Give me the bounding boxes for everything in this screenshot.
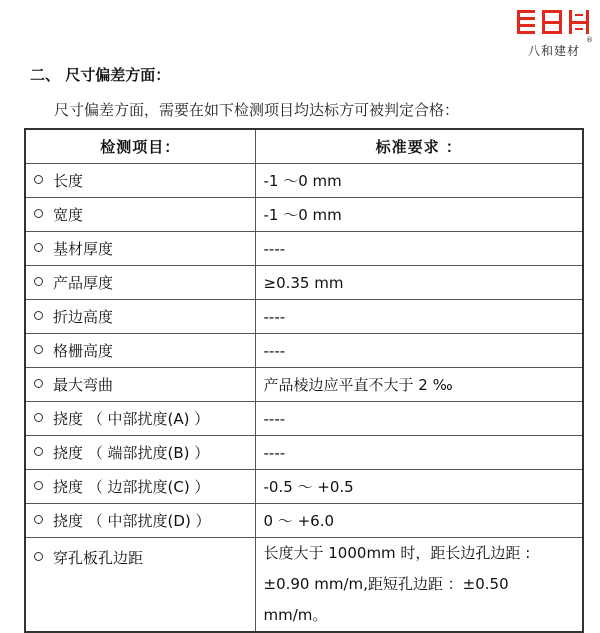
item-cell: [25, 266, 255, 300]
standard-cell: ----: [255, 402, 583, 436]
intro-text: 尺寸偏差方面，需要在如下检测项目均达标方可被判定合格：: [54, 101, 460, 119]
item-label: 穿孔板孔边距: [53, 549, 144, 567]
item-label: 产品厚度: [53, 274, 114, 292]
table-row: [25, 164, 583, 198]
table-row: [25, 266, 583, 300]
bullet-circle-icon: [34, 481, 43, 490]
bullet-circle-icon: [34, 209, 43, 218]
bullet-circle-icon: [34, 311, 43, 320]
item-label: 折边高度: [53, 308, 114, 326]
bullet-circle-icon: [34, 413, 43, 422]
registered-mark: ®: [586, 36, 593, 44]
standard-cell: ----: [255, 436, 583, 470]
standard-cell: ----: [255, 334, 583, 368]
standard-cell: -1 ～0 mm: [255, 164, 583, 198]
brand-logo-icon: [515, 8, 593, 38]
item-label: 长度: [53, 172, 84, 190]
item-cell: [25, 164, 255, 198]
table-row: [25, 402, 583, 436]
table-row: [25, 436, 583, 470]
table-row: [25, 198, 583, 232]
item-label: 宽度: [53, 206, 84, 224]
item-cell: [25, 504, 255, 538]
item-label: 挠度 （ 中部扰度(A) ）: [53, 410, 210, 428]
table-row: [25, 300, 583, 334]
item-label: 挠度 （ 边部扰度(C) ）: [53, 478, 210, 496]
table-row: [25, 538, 583, 633]
table-row: [25, 504, 583, 538]
item-label: 格栅高度: [53, 342, 114, 360]
table-row: [25, 470, 583, 504]
item-cell: [25, 470, 255, 504]
section-title: 二、 尺寸偏差方面：: [30, 66, 171, 84]
standard-cell: ≥0.35 mm: [255, 266, 583, 300]
bullet-circle-icon: [34, 552, 43, 561]
item-label: 基材厚度: [53, 240, 114, 258]
item-cell: [25, 436, 255, 470]
standard-cell: 长度大于 1000mm 时，距长边孔边距 :±0.90 mm/m,距短孔边距 ：±0.50 mm/m。: [255, 538, 583, 633]
item-label: 挠度 （ 端部扰度(B) ）: [53, 444, 210, 462]
table-row: [25, 232, 583, 266]
column-header-item: 检测项目：: [25, 129, 255, 164]
item-cell: [25, 334, 255, 368]
item-cell: [25, 198, 255, 232]
bullet-circle-icon: [34, 515, 43, 524]
column-header-standard: 标准要求 ：: [255, 129, 583, 164]
bullet-circle-icon: [34, 345, 43, 354]
standard-cell: 产品棱边应平直不大于 2 ‰: [255, 368, 583, 402]
item-label: 挠度 （ 中部扰度(D) ）: [53, 512, 211, 530]
item-cell: [25, 232, 255, 266]
bullet-circle-icon: [34, 447, 43, 456]
standard-cell: ----: [255, 300, 583, 334]
bullet-circle-icon: [34, 243, 43, 252]
bullet-circle-icon: [34, 175, 43, 184]
item-cell: [25, 402, 255, 436]
item-cell: [25, 538, 255, 633]
bullet-circle-icon: [34, 379, 43, 388]
spec-table: [24, 128, 584, 633]
standard-cell: -1 ～0 mm: [255, 198, 583, 232]
table-row: [25, 334, 583, 368]
item-cell: [25, 300, 255, 334]
table-header-row: [25, 129, 583, 164]
bullet-circle-icon: [34, 277, 43, 286]
standard-cell: -0.5 ～ +0.5: [255, 470, 583, 504]
brand-logo: [515, 8, 593, 60]
item-label: 最大弯曲: [53, 376, 114, 394]
standard-cell: ----: [255, 232, 583, 266]
standard-cell: 0 ～ +6.0: [255, 504, 583, 538]
brand-name: 八和建材: [527, 44, 580, 58]
item-cell: [25, 368, 255, 402]
table-row: [25, 368, 583, 402]
